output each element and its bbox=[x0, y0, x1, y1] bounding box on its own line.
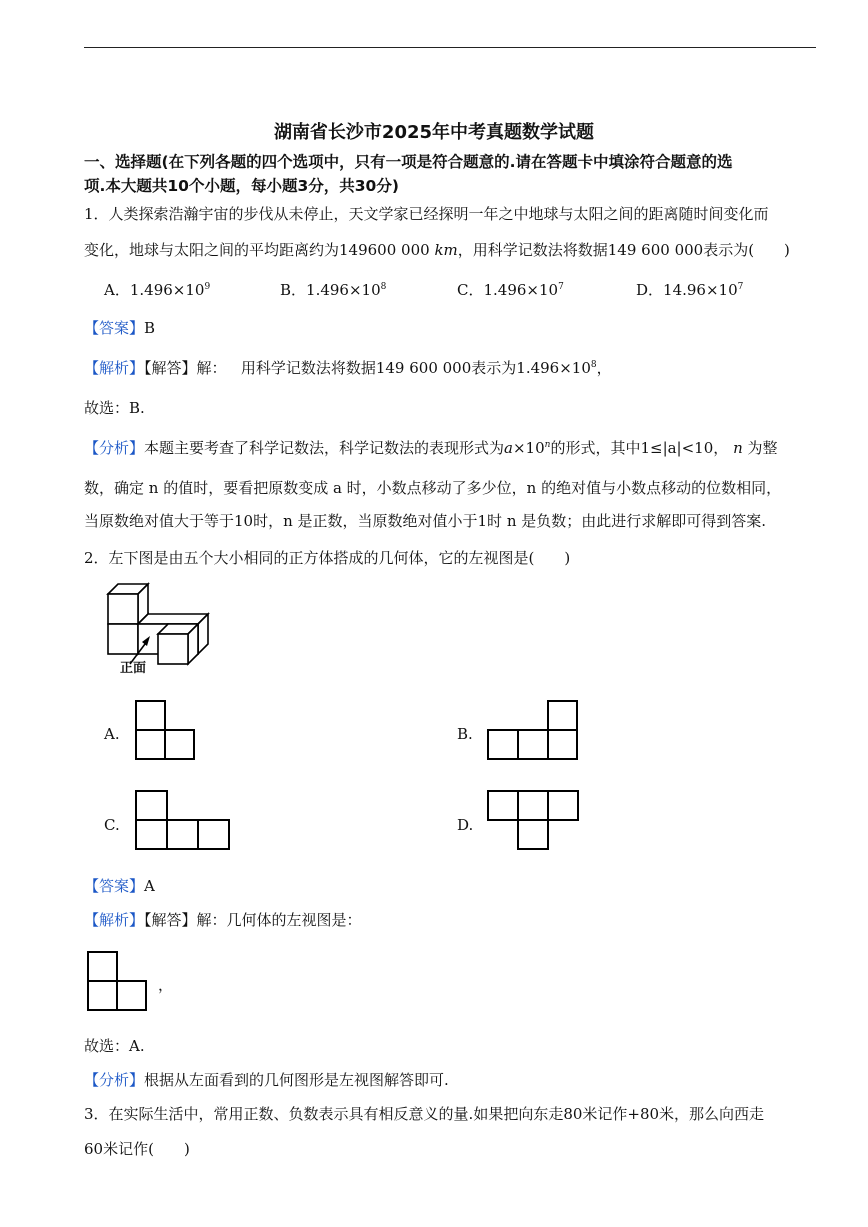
section-heading-line2: 项.本大题共10个小题，每小题3分，共30分) bbox=[84, 177, 399, 195]
q1-option-b: B．$1.496\times 10^8$ bbox=[280, 281, 387, 299]
q2-option-a-shape bbox=[135, 700, 197, 762]
section-heading-line1: 一、选择题(在下列各题的四个选项中，只有一项是符合题意的.请在答题卡中填涂符合题意的选 bbox=[84, 153, 733, 171]
q1-analysis-line2: 数，确定 n 的值时，要看把原数变成 a 时，小数点移动了多少位，n 的绝对值与小数点移动的位数相同， bbox=[84, 479, 782, 497]
q2-option-c-shape bbox=[135, 790, 232, 852]
q2-option-c-label: C. bbox=[104, 816, 120, 834]
q1-option-a: A．$1.496\times 10^9$ bbox=[104, 281, 211, 299]
q2-option-b-label: B. bbox=[457, 725, 473, 743]
q3-stem-line2: 60米记作( ) bbox=[84, 1140, 190, 1158]
q2-option-b-shape bbox=[487, 700, 580, 762]
q1-choose: 故选：B. bbox=[84, 399, 145, 417]
q1-solution: 【解析】【解答】解： 用科学记数法将数据149 600 000表示为$1.496\times 10^8$， bbox=[84, 359, 612, 377]
q2-analysis: 【分析】根据从左面看到的几何图形是左视图解答即可. bbox=[84, 1071, 449, 1089]
q1-stem-line1: 1．人类探索浩瀚宇宙的步伐从未停止，天文学家已经探明一年之中地球与太阳之间的距离随时间变化而 bbox=[84, 205, 769, 223]
q1-analysis-line1: 【分析】本题主要考查了科学记数法，科学记数法的表现形式为$a\times 10^n$的形式，其中1≤|a|<10， n 为整 bbox=[84, 439, 778, 457]
q1-answer: 【答案】B bbox=[84, 319, 156, 337]
q3-stem-line1: 3．在实际生活中，常用正数、负数表示具有相反意义的量.如果把向东走80米记作+80米，那么向西走 bbox=[84, 1105, 765, 1123]
q2-option-d-label: D. bbox=[457, 816, 474, 834]
q2-option-d-shape bbox=[487, 790, 582, 852]
q1-stem-line2: 变化，地球与太阳之间的平均距离约为149600 000 km，用科学记数法将数据149 600 000表示为( ) bbox=[84, 241, 790, 259]
q2-choose: 故选：A. bbox=[84, 1037, 145, 1055]
q2-option-a-label: A. bbox=[104, 725, 120, 743]
q2-solution: 【解析】【解答】解：几何体的左视图是： bbox=[84, 911, 362, 929]
q2-answer: 【答案】A bbox=[84, 877, 155, 895]
q2-stem: 2．左下图是由五个大小相同的正方体搭成的几何体，它的左视图是( ) bbox=[84, 549, 571, 567]
q2-solution-comma: ， bbox=[158, 976, 174, 994]
q1-option-c: C．$1.496\times 10^7$ bbox=[457, 281, 564, 299]
q1-analysis-line3: 当原数绝对值大于等于10时，n 是正数，当原数绝对值小于1时 n 是负数；由此进行求解即可得到答案. bbox=[84, 512, 767, 530]
q1-option-d: D．$14.96\times 10^7$ bbox=[636, 281, 744, 299]
page-title: 湖南省长沙市2025年中考真题数学试题 bbox=[273, 122, 595, 143]
q2-solution-shape bbox=[87, 951, 149, 1013]
header-rule bbox=[84, 47, 816, 48]
q2-front-label: 正面 bbox=[120, 661, 147, 676]
q2-cube-figure bbox=[100, 578, 220, 682]
